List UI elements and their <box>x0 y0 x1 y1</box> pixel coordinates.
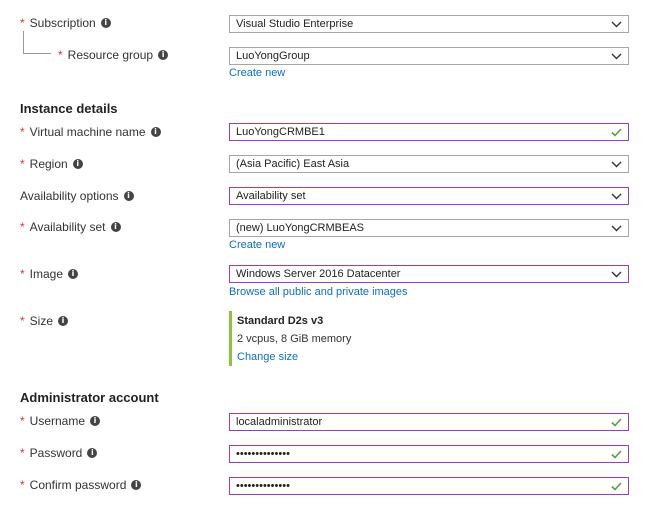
password-label: * Password i <box>20 446 97 460</box>
info-icon[interactable]: i <box>68 269 78 279</box>
confirm-password-label: * Confirm password i <box>20 478 141 492</box>
size-label: * Size i <box>20 314 68 328</box>
image-label: * Image i <box>20 267 78 281</box>
username-input[interactable]: localadministrator <box>229 413 629 431</box>
chevron-down-icon <box>610 222 622 234</box>
checkmark-icon <box>610 126 622 138</box>
required-star: * <box>20 220 25 234</box>
info-icon[interactable]: i <box>124 191 134 201</box>
create-new-resource-group-link[interactable]: Create new <box>229 67 286 79</box>
required-star: * <box>20 267 25 281</box>
availability-options-label: Availability options i <box>20 189 134 203</box>
info-icon[interactable]: i <box>111 222 121 232</box>
size-name: Standard D2s v3 <box>237 315 324 327</box>
required-star: * <box>20 314 25 328</box>
instance-details-heading: Instance details <box>20 101 118 116</box>
username-label: * Username i <box>20 414 100 428</box>
required-star: * <box>20 16 25 30</box>
change-size-link[interactable]: Change size <box>237 351 299 363</box>
chevron-down-icon <box>610 158 622 170</box>
checkmark-icon <box>610 416 622 428</box>
checkmark-icon <box>610 480 622 492</box>
required-star: * <box>20 414 25 428</box>
availability-options-select[interactable]: Availability set <box>229 187 629 205</box>
image-select[interactable]: Windows Server 2016 Datacenter <box>229 265 629 283</box>
confirm-password-input[interactable]: •••••••••••••• <box>229 477 629 495</box>
availability-set-select[interactable]: (new) LuoYongCRMBEAS <box>229 219 629 237</box>
chevron-down-icon <box>610 268 622 280</box>
subscription-select[interactable]: Visual Studio Enterprise <box>229 15 629 33</box>
required-star: * <box>58 48 63 62</box>
chevron-down-icon <box>610 18 622 30</box>
vm-name-label: * Virtual machine name i <box>20 125 161 139</box>
subscription-label: * Subscription i <box>20 16 111 30</box>
vm-name-input[interactable]: LuoYongCRMBE1 <box>229 123 629 141</box>
size-spec: 2 vcpus, 8 GiB memory <box>237 333 352 345</box>
info-icon[interactable]: i <box>87 448 97 458</box>
info-icon[interactable]: i <box>58 316 68 326</box>
info-icon[interactable]: i <box>131 480 141 490</box>
checkmark-icon <box>610 448 622 460</box>
chevron-down-icon <box>610 190 622 202</box>
chevron-down-icon <box>610 50 622 62</box>
info-icon[interactable]: i <box>151 127 161 137</box>
required-star: * <box>20 157 25 171</box>
create-new-availability-set-link[interactable]: Create new <box>229 239 286 251</box>
region-select[interactable]: (Asia Pacific) East Asia <box>229 155 629 173</box>
region-label: * Region i <box>20 157 83 171</box>
required-star: * <box>20 478 25 492</box>
password-input[interactable]: •••••••••••••• <box>229 445 629 463</box>
info-icon[interactable]: i <box>101 18 111 28</box>
required-star: * <box>20 446 25 460</box>
required-star: * <box>20 125 25 139</box>
resource-group-label: * Resource group i <box>58 48 168 62</box>
info-icon[interactable]: i <box>73 159 83 169</box>
availability-set-label: * Availability set i <box>20 220 121 234</box>
tree-connector <box>23 31 51 54</box>
resource-group-select[interactable]: LuoYongGroup <box>229 47 629 65</box>
browse-images-link[interactable]: Browse all public and private images <box>229 286 408 298</box>
info-icon[interactable]: i <box>158 50 168 60</box>
info-icon[interactable]: i <box>90 416 100 426</box>
size-summary <box>229 311 429 366</box>
administrator-account-heading: Administrator account <box>20 390 159 405</box>
